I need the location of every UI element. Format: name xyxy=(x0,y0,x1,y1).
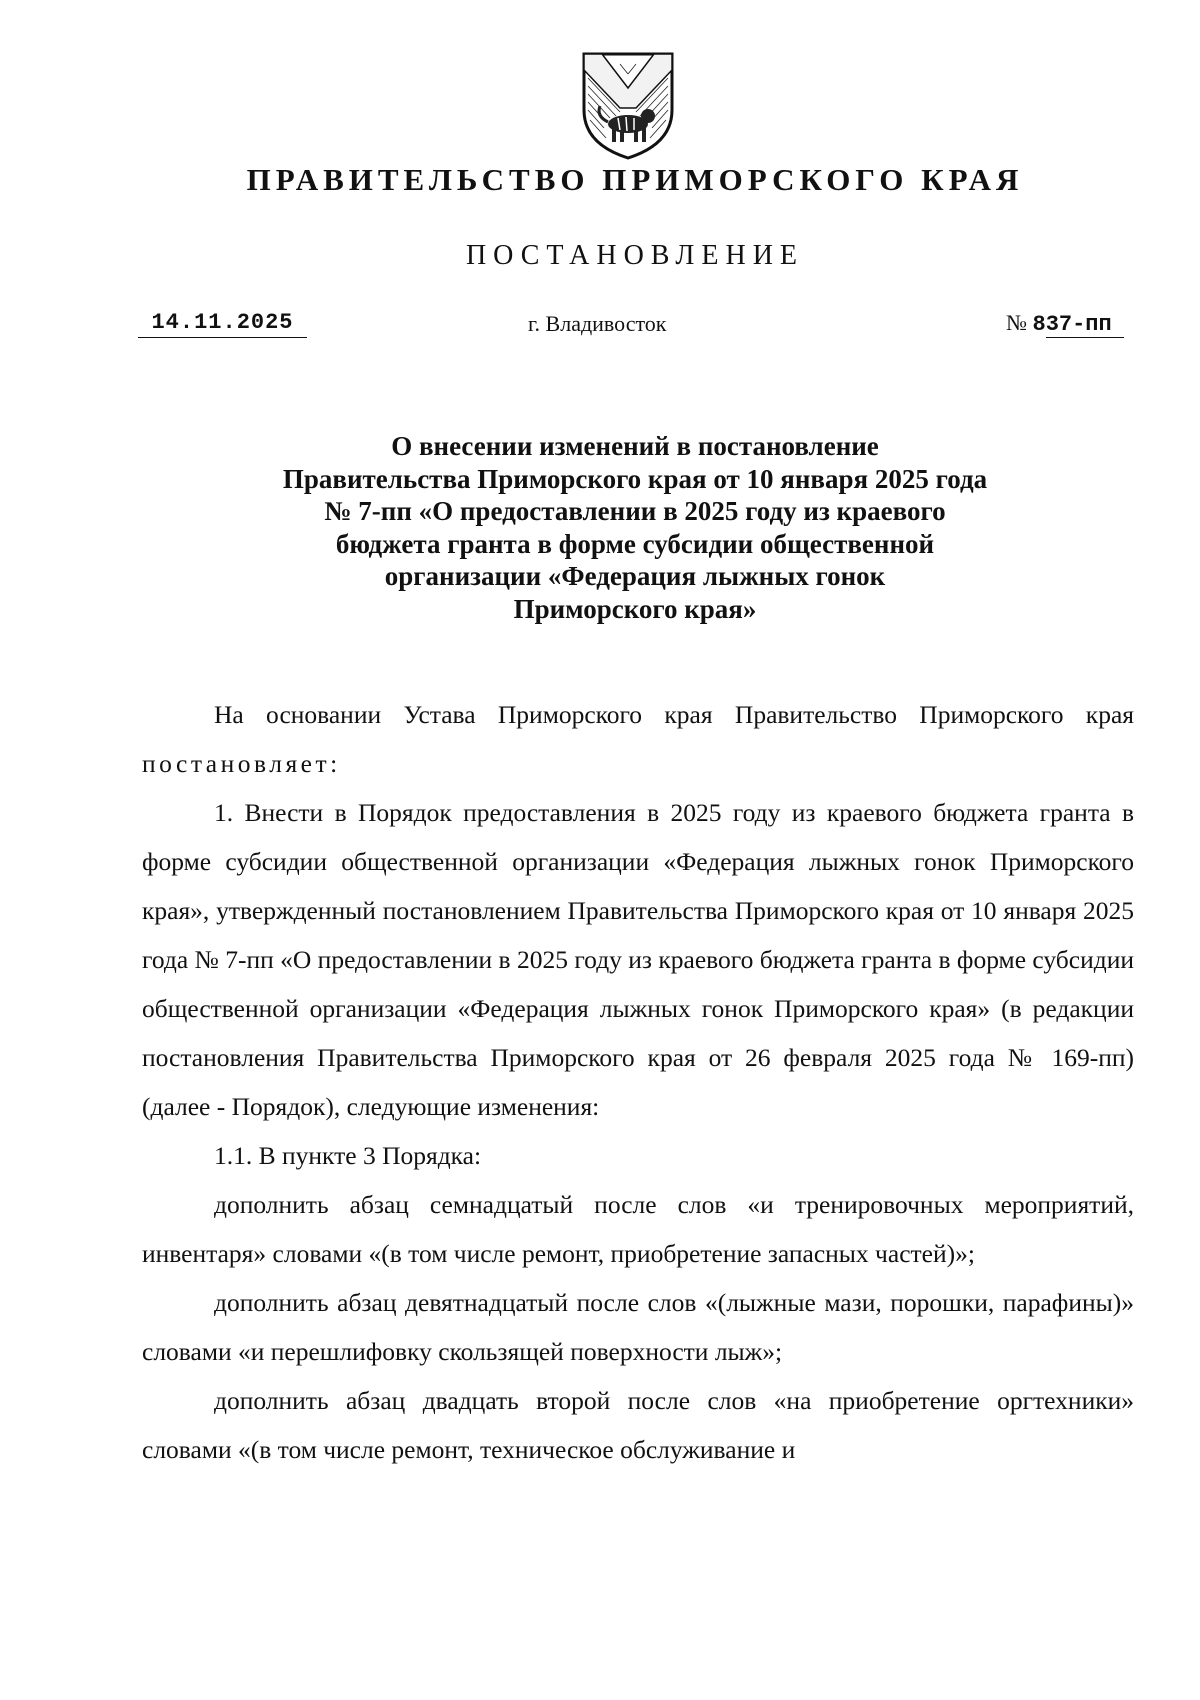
document-type: ПОСТАНОВЛЕНИЕ xyxy=(465,240,805,271)
number-sign: № xyxy=(1006,310,1027,335)
coat-of-arms-emblem xyxy=(580,48,676,162)
subject-line: Приморского края» xyxy=(513,593,757,624)
paragraph-item-1-1: 1.1. В пункте 3 Порядка: xyxy=(214,1141,482,1170)
number-value: 837-пп xyxy=(1032,312,1112,337)
paragraph-preamble xyxy=(142,690,1134,788)
preamble-text: На основании Устава Приморского края Правительство Приморского края xyxy=(214,700,1134,729)
number-underline xyxy=(1046,337,1124,338)
body-text xyxy=(142,690,1134,1474)
subject-line: организации «Федерация лыжных гонок xyxy=(384,561,886,591)
subject-line: № 7-пп «О предоставлении в 2025 году из краевого xyxy=(324,496,946,526)
paragraph-amendment: дополнить абзац двадцать второй после слов «на приобретение оргтехники» словами «(в том числе ремонт, техническое обслуживание и xyxy=(142,1386,1134,1464)
document-date: 14.11.2025 xyxy=(151,310,294,335)
document-city: г. Владивосток xyxy=(528,311,667,336)
paragraph-amendment: дополнить абзац девятнадцатый после слов «(лыжные мази, порошки, парафины)» словами «и перешлифовку скользящей поверхности лыж»; xyxy=(142,1288,1134,1366)
preamble-resolves: постановляет: xyxy=(142,749,341,778)
document-subject xyxy=(0,430,1200,625)
paragraph-item-1: 1. Внести в Порядок предоставления в 2025 году из краевого бюджета гранта в форме субсидии общественной организации «Федерация лыжных гонок Приморского края», утвержденный постановлением Правительства Приморского края от 10 января 2025 года № 7-пп «О предоставлении в 2025 году из краевого бюджета гранта в форме субсидии общественной организации «Федерация лыжных гонок Приморского края» (в редакции постановления Правительства Приморского края от 26 февраля 2025 года № 169-пп) (далее - Порядок), следующие изменения: xyxy=(142,798,1134,1121)
date-underline xyxy=(138,337,307,338)
paragraph-amendment: дополнить абзац семнадцатый после слов «и тренировочных мероприятий, инвентаря» словами «(в том числе ремонт, приобретение запасных частей)»; xyxy=(142,1190,1134,1268)
document-number xyxy=(1006,310,1112,337)
subject-line: О внесении изменений в постановление xyxy=(391,431,879,461)
subject-line: Правительства Приморского края от 10 января 2025 года xyxy=(282,463,988,494)
subject-line: бюджета гранта в форме субсидии общественной xyxy=(335,528,935,559)
government-title: ПРАВИТЕЛЬСТВО ПРИМОРСКОГО КРАЯ xyxy=(246,162,1024,197)
